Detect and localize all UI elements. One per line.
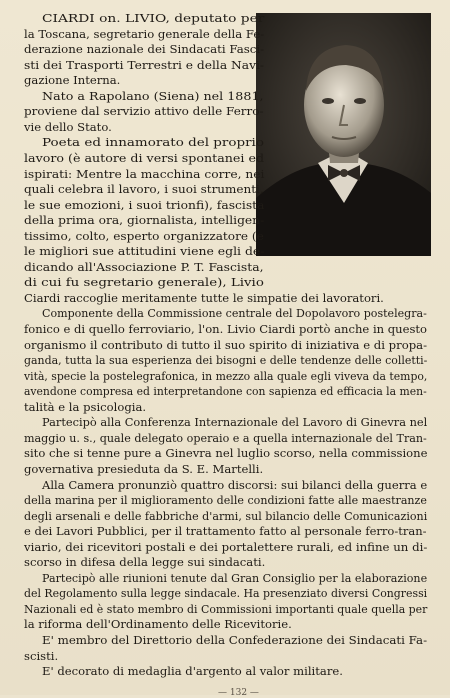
text-line: dicando all'Associazione P. T. Fascista,	[24, 259, 264, 274]
text-line: del Regolamento sulla legge sindacale. Ha presenziato diversi Congressi	[24, 586, 428, 601]
text-line: sti dei Trasporti Terrestri e della Navi-	[24, 57, 265, 72]
portrait-photo	[256, 13, 431, 256]
text-line: scorso in difesa della legge sui sindacati.	[24, 555, 266, 570]
text-line: ganda, tutta la sua esperienza dei bisogni e delle tendenze delle colletti-	[24, 353, 428, 368]
text-line: di cui fu segretario generale), Livio	[24, 275, 264, 290]
text-line: avendone compresa ed interpretandone con sapienza ed efficacia la men-	[24, 384, 427, 399]
text-line: maggio u. s., quale delegato operaio e a quella internazionale del Tran-	[24, 430, 427, 445]
text-line: la riforma dell'Ordinamento delle Ricevitorie.	[24, 617, 292, 632]
text-line: CIARDI on. LIVIO, deputato per	[42, 11, 265, 25]
text-line: E' membro del Direttorio della Confederazione dei Sindacati Fa-	[42, 633, 428, 647]
text-line: e dei Lavori Pubblici, per il trattamento fatto al personale ferro-tran-	[24, 524, 427, 539]
text-line: Poeta ed innamorato del proprio	[42, 135, 264, 150]
text-line: Componente della Commissione centrale del Dopolavoro postelegra-	[42, 306, 427, 321]
text-line: governativa presieduta da S. E. Martelli.	[24, 461, 264, 476]
text-line: lavoro (è autore di versi spontanei ed	[24, 150, 265, 165]
text-line: viario, dei ricevitori postali e dei portalettere rurali, ed infine un di-	[24, 539, 428, 554]
text-line: vie dello Stato.	[24, 119, 112, 134]
text-line: scisti.	[24, 648, 59, 663]
text-line: sito che si tenne pure a Ginevra nel luglio scorso, nella commissione	[24, 446, 428, 461]
text-line: derazione nazionale dei Sindacati Fasci-	[24, 42, 265, 57]
text-line: le sue emozioni, i suoi trionfi), fascista	[24, 197, 265, 212]
text-line: Nazionali ed è stato membro di Commissioni importanti quale quella per	[24, 601, 428, 616]
text-line: della marina per il miglioramento delle condizioni fatte alle maestranze	[24, 493, 427, 508]
text-line: talità e la psicologia.	[24, 399, 147, 414]
text-line: degli arsenali e delle fabbriche d'armi, sul bilancio delle Comunicazioni	[24, 508, 428, 523]
text-line: Nato a Rapolano (Siena) nel 1881,	[42, 88, 264, 103]
text-line: quali celebra il lavoro, i suoi strumenti,	[24, 182, 264, 197]
text-line: Alla Camera pronunziò quattro discorsi: sui bilanci della guerra e	[42, 477, 428, 492]
text-line: della prima ora, giornalista, intelligen-	[24, 213, 265, 228]
text-line: la Toscana, segretario generale della Fe-	[24, 26, 265, 41]
text-line: tissimo, colto, esperto organizzatore (e	[24, 228, 264, 243]
text-line: proviene dal servizio attivo delle Ferro-	[24, 104, 264, 119]
text-line: vità, specie la postelegrafonica, in mezzo alla quale egli viveva da tempo,	[24, 368, 428, 383]
text-line: gazione Interna.	[24, 73, 121, 88]
text-line: Partecipò alla Conferenza Internazionale del Lavoro di Ginevra nel	[42, 415, 428, 430]
text-line: Ciardi raccoglie meritamente tutte le simpatie dei lavoratori.	[24, 290, 384, 305]
text-line: Partecipò alle riunioni tenute dal Gran Consiglio per la elaborazione	[42, 570, 428, 585]
text-line: fonico e di quello ferroviario, l'on. Livio Ciardi portò anche in questo	[24, 322, 428, 336]
text-line: E' decorato di medaglia d'argento al valor militare.	[42, 664, 343, 679]
page-number: — 132 —	[218, 688, 259, 698]
text-line: le migliori sue attitudini viene egli de-	[24, 244, 265, 259]
text-line: organismo il contributo di tutto il suo spirito di iniziativa e di propa-	[24, 337, 428, 352]
text-line: ispirati: Mentre la macchina corre, nei	[24, 166, 265, 181]
